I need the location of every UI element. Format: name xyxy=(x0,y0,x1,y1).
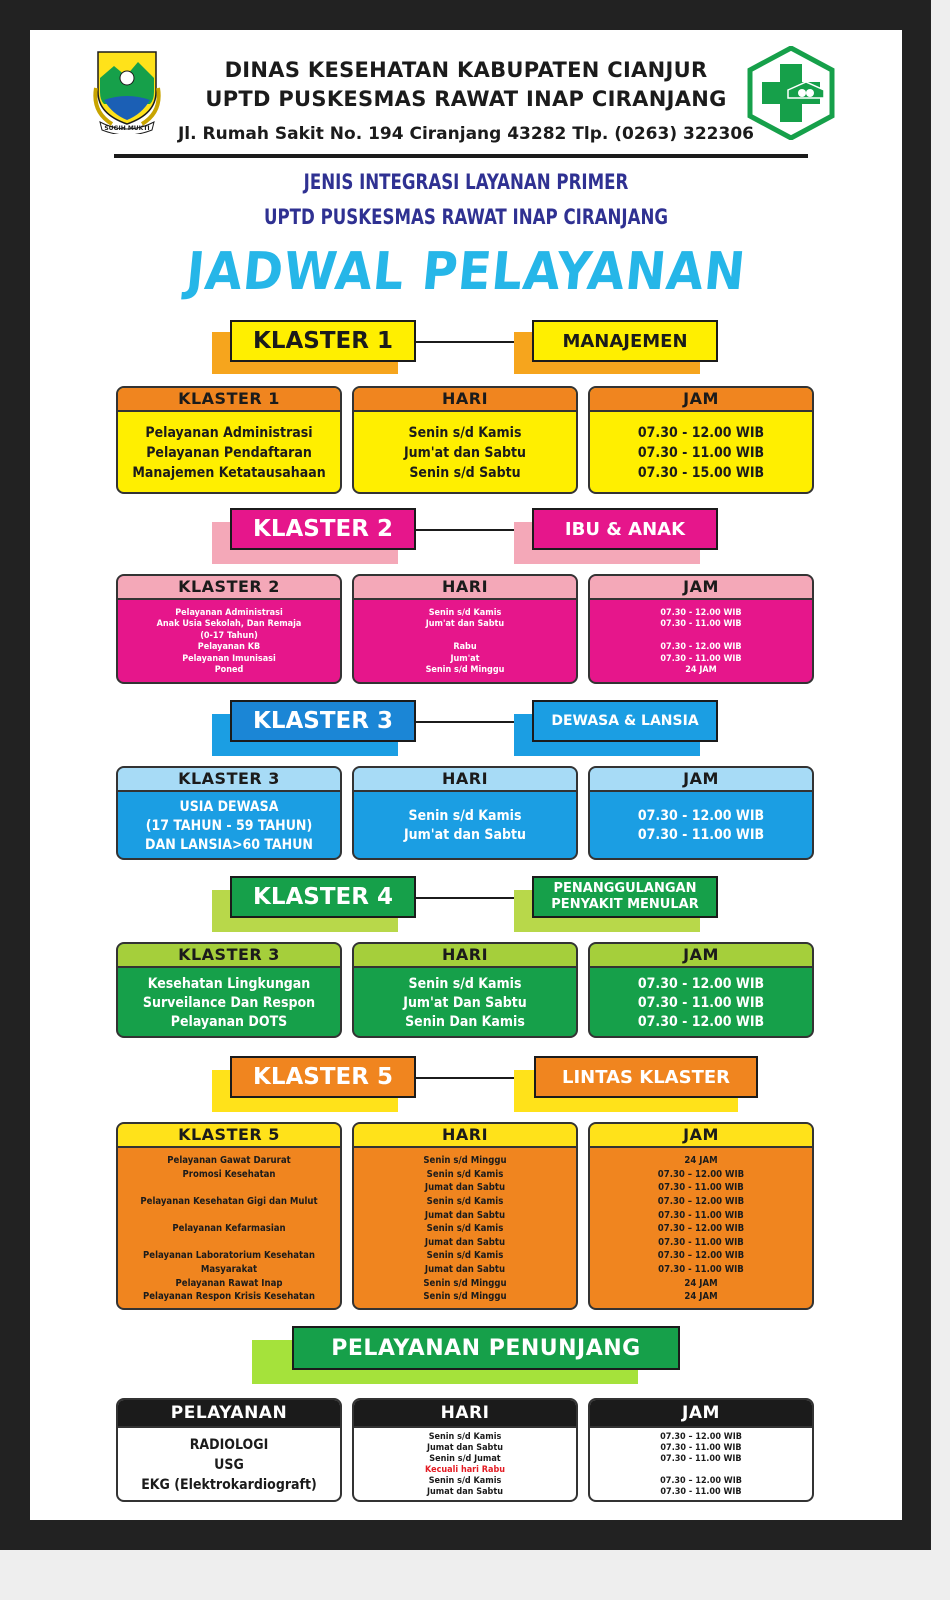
cluster-5-hour: 24 JAM xyxy=(684,1291,718,1303)
cluster-1-hour: 07.30 - 12.00 WIB xyxy=(637,425,765,441)
cluster-1-services xyxy=(118,412,340,494)
cluster-3-day: Senin s/d Kamis xyxy=(408,808,522,824)
cluster-1-day: Senin s/d Sabtu xyxy=(409,465,521,481)
cluster-5-day: Senin s/d Kamis xyxy=(426,1223,504,1235)
cluster-1-day: Jum'at dan Sabtu xyxy=(404,445,526,461)
cluster-3-label: KLASTER 3 xyxy=(230,700,416,742)
cluster-2-service: Pelayanan Administrasi xyxy=(175,607,283,618)
penunjang-hour: 07.30 - 11.00 WIB xyxy=(660,1443,742,1453)
svg-text:SUGIH MUKTI: SUGIH MUKTI xyxy=(104,125,150,132)
cluster-3-services xyxy=(118,792,340,860)
cluster-1-col2-head: HARI xyxy=(354,388,576,412)
cluster-5-day: Senin s/d Minggu xyxy=(423,1291,507,1303)
penunjang-day: Senin s/d Kamis xyxy=(428,1476,502,1486)
cluster-2-services xyxy=(118,600,340,684)
cluster-4-days-column xyxy=(352,942,578,1038)
cluster-2-service: Poned xyxy=(214,665,244,675)
cluster-5-hour: 24 JAM xyxy=(684,1155,718,1167)
cluster-1-services-column xyxy=(116,386,342,494)
cluster-5-service: Masyarakat xyxy=(200,1263,258,1275)
cluster-2-day: Jum'at dan Sabtu xyxy=(425,619,505,629)
cluster-2-hours xyxy=(590,600,812,684)
cluster-3-days-column xyxy=(352,766,578,860)
cluster-4-tag xyxy=(532,876,718,918)
cluster-4-service: Surveilance Dan Respon xyxy=(142,994,316,1011)
cluster-2-hour: 07.30 - 11.00 WIB xyxy=(660,619,742,629)
penunjang-hours-column xyxy=(588,1398,814,1502)
cluster-2-hour: 24 JAM xyxy=(685,665,717,675)
cluster-2-day: Rabu xyxy=(453,642,477,652)
cluster-1-day: Senin s/d Kamis xyxy=(408,425,522,441)
cluster-4-col3-head: JAM xyxy=(590,944,812,968)
cluster-3-hour: 07.30 - 12.00 WIB xyxy=(637,808,765,824)
cluster-5-service: Promosi Kesehatan xyxy=(182,1168,276,1180)
penunjang-day: Senin s/d Jumat xyxy=(429,1454,501,1464)
org-name-line1: DINAS KESEHATAN KABUPATEN CIANJUR xyxy=(224,58,708,82)
cluster-1-service: Pelayanan Administrasi xyxy=(145,425,313,441)
penunjang-day: Senin s/d Kamis xyxy=(428,1432,502,1442)
penunjang-hours xyxy=(590,1428,812,1502)
penunjang-days-column xyxy=(352,1398,578,1502)
penunjang-services xyxy=(118,1428,340,1502)
cluster-5-services xyxy=(118,1148,340,1310)
penunjang-services-column xyxy=(116,1398,342,1502)
cluster-3-hour: 07.30 - 11.00 WIB xyxy=(637,827,765,843)
header-divider xyxy=(114,154,808,158)
cluster-1-tag: MANAJEMEN xyxy=(532,320,718,362)
cluster-1-service: Pelayanan Pendaftaran xyxy=(146,445,312,461)
cluster-5-hour: 07.30 - 11.00 WIB xyxy=(658,1182,744,1194)
cluster-3-services-column xyxy=(116,766,342,860)
cluster-5-day: Jumat dan Sabtu xyxy=(424,1263,506,1275)
cluster-5-service: Pelayanan Respon Krisis Kesehatan xyxy=(142,1291,315,1303)
cluster-3-hours-column xyxy=(588,766,814,860)
cluster-2-services-column xyxy=(116,574,342,684)
cluster-5-hour: 07.30 - 11.00 WIB xyxy=(658,1236,744,1248)
cluster-2-day: Senin s/d Kamis xyxy=(428,607,502,618)
cluster-3-col1-head: KLASTER 3 xyxy=(118,768,340,792)
cluster-2-hour: 07.30 - 11.00 WIB xyxy=(660,653,742,664)
cluster-5-day: Senin s/d Minggu xyxy=(423,1155,507,1167)
cluster-3-col2-head: HARI xyxy=(354,768,576,792)
cluster-4-day: Senin Dan Kamis xyxy=(405,1013,525,1030)
cluster-2-tag: IBU & ANAK xyxy=(532,508,718,550)
cluster-5-day: Senin s/d Kamis xyxy=(426,1196,504,1208)
cluster-2-label: KLASTER 2 xyxy=(230,508,416,550)
cluster-4-tag-line2: PENYAKIT MENULAR xyxy=(551,897,699,912)
cluster-5-col2-head: HARI xyxy=(354,1124,576,1148)
cluster-5-hour: 07.30 – 12.00 WIB xyxy=(657,1223,745,1235)
cluster-4-days xyxy=(354,968,576,1038)
cluster-5-service: Pelayanan Kesehatan Gigi dan Mulut xyxy=(140,1196,318,1208)
penunjang-hour: 07.30 - 11.00 WIB xyxy=(660,1454,742,1464)
cluster-5-hour: 07.30 - 11.00 WIB xyxy=(658,1263,744,1275)
cluster-5-service: Pelayanan Laboratorium Kesehatan xyxy=(143,1250,315,1262)
cluster-1-col1-head: KLASTER 1 xyxy=(118,388,340,412)
cluster-2-days-column xyxy=(352,574,578,684)
cluster-5-label: KLASTER 5 xyxy=(230,1056,416,1098)
cluster-5-col1-head: KLASTER 5 xyxy=(118,1124,340,1148)
cluster-2-day: Jum'at xyxy=(450,653,480,664)
subtitle-line2: UPTD PUSKESMAS RAWAT INAP CIRANJANG xyxy=(263,205,669,229)
cluster-5-service: Pelayanan Kefarmasian xyxy=(172,1223,286,1235)
penunjang-day-exception: Kecuali hari Rabu xyxy=(424,1465,506,1475)
cluster-2-col1-head: KLASTER 2 xyxy=(118,576,340,600)
cluster-5-service: Pelayanan Gawat Darurat xyxy=(167,1155,291,1167)
cluster-3-tag: DEWASA & LANSIA xyxy=(532,700,718,742)
cluster-1-col3-head: JAM xyxy=(590,388,812,412)
cluster-1-service: Manajemen Ketatausahaan xyxy=(132,465,326,481)
org-address: Jl. Rumah Sakit No. 194 Ciranjang 43282 Tlp. (0263) 322306 xyxy=(177,124,755,144)
penunjang-hour: 07.30 - 11.00 WIB xyxy=(660,1487,742,1497)
cluster-4-label: KLASTER 4 xyxy=(230,876,416,918)
cluster-4-hours xyxy=(590,968,812,1038)
penunjang-day: Jumat dan Sabtu xyxy=(427,1487,503,1497)
cluster-4-col1-head: KLASTER 3 xyxy=(118,944,340,968)
cluster-3-service: (17 TAHUN - 59 TAHUN) xyxy=(145,817,313,834)
cluster-4-hour: 07.30 - 12.00 WIB xyxy=(637,1013,765,1030)
cluster-3-service: DAN LANSIA>60 TAHUN xyxy=(145,836,313,853)
cluster-4-services-column xyxy=(116,942,342,1038)
cluster-2-hour: 07.30 - 12.00 WIB xyxy=(660,642,742,652)
cluster-2-day: Senin s/d Minggu xyxy=(425,665,505,675)
poster xyxy=(30,30,902,1520)
cluster-2-service: (0-17 Tahun) xyxy=(200,630,258,641)
cluster-1-days-column xyxy=(352,386,578,494)
cluster-5-days-column xyxy=(352,1122,578,1310)
cluster-3-day: Jum'at dan Sabtu xyxy=(404,827,526,843)
cluster-4-hour: 07.30 - 11.00 WIB xyxy=(637,994,765,1011)
cluster-1-hours xyxy=(590,412,812,494)
cluster-1-days xyxy=(354,412,576,494)
cluster-2-hours-column xyxy=(588,574,814,684)
cluster-5-hours-column xyxy=(588,1122,814,1310)
cluster-5-hour: 24 JAM xyxy=(684,1277,718,1289)
cluster-4-col2-head: HARI xyxy=(354,944,576,968)
cluster-5-service: Pelayanan Rawat Inap xyxy=(175,1277,283,1289)
penunjang-col2-head: HARI xyxy=(354,1400,576,1428)
cluster-5-days xyxy=(354,1148,576,1310)
cluster-4-hour: 07.30 - 12.00 WIB xyxy=(637,975,765,992)
cluster-2-hour: 07.30 - 12.00 WIB xyxy=(660,607,742,618)
cluster-4-service: Kesehatan Lingkungan xyxy=(147,975,311,992)
cluster-5-day: Senin s/d Minggu xyxy=(423,1277,507,1289)
cluster-5-col3-head: JAM xyxy=(590,1124,812,1148)
penunjang-title: PELAYANAN PENUNJANG xyxy=(292,1326,680,1370)
cluster-4-hours-column xyxy=(588,942,814,1038)
penunjang-col3-head: JAM xyxy=(590,1400,812,1428)
cluster-2-service: Pelayanan KB xyxy=(197,642,261,652)
cluster-2-col3-head: JAM xyxy=(590,576,812,600)
cluster-2-days xyxy=(354,600,576,684)
penunjang-hour: 07.30 – 12.00 WIB xyxy=(660,1432,742,1442)
cluster-5-hours xyxy=(590,1148,812,1310)
cluster-2-service: Pelayanan Imunisasi xyxy=(182,653,276,664)
org-name-line2: UPTD PUSKESMAS RAWAT INAP CIRANJANG xyxy=(205,87,727,111)
penunjang-service: RADIOLOGI xyxy=(189,1437,269,1453)
cluster-3-hours xyxy=(590,792,812,860)
cluster-2-col2-head: HARI xyxy=(354,576,576,600)
cluster-5-hour: 07.30 - 11.00 WIB xyxy=(658,1209,744,1221)
cluster-3-col3-head: JAM xyxy=(590,768,812,792)
cluster-1-hours-column xyxy=(588,386,814,494)
cluster-4-services xyxy=(118,968,340,1038)
penunjang-col1-head: PELAYANAN xyxy=(118,1400,340,1428)
cluster-5-day: Senin s/d Kamis xyxy=(426,1250,504,1262)
cluster-1-hour: 07.30 - 15.00 WIB xyxy=(637,465,765,481)
cluster-3-service: USIA DEWASA xyxy=(179,798,279,815)
cluster-5-day: Jumat dan Sabtu xyxy=(424,1209,506,1221)
cluster-2-service: Anak Usia Sekolah, Dan Remaja xyxy=(156,619,302,629)
cluster-4-service: Pelayanan DOTS xyxy=(170,1013,288,1030)
cluster-5-services-column xyxy=(116,1122,342,1310)
cluster-5-day: Jumat dan Sabtu xyxy=(424,1236,506,1248)
cluster-5-tag: LINTAS KLASTER xyxy=(534,1056,758,1098)
cluster-5-hour: 07.30 – 12.00 WIB xyxy=(657,1196,745,1208)
cluster-4-tag-line1: PENANGGULANGAN xyxy=(553,881,697,896)
cluster-5-hour: 07.30 – 12.00 WIB xyxy=(657,1168,745,1180)
cluster-4-day: Jum'at Dan Sabtu xyxy=(403,994,527,1011)
cluster-5-day: Jumat dan Sabtu xyxy=(424,1182,506,1194)
cluster-5-hour: 07.30 – 12.00 WIB xyxy=(657,1250,745,1262)
cluster-4-day: Senin s/d Kamis xyxy=(408,975,522,992)
penunjang-day: Jumat dan Sabtu xyxy=(427,1443,503,1453)
penunjang-service: USG xyxy=(214,1457,244,1473)
cluster-1-label: KLASTER 1 xyxy=(230,320,416,362)
cluster-1-hour: 07.30 - 11.00 WIB xyxy=(637,445,765,461)
page-title: JADWAL PELAYANAN xyxy=(183,242,749,302)
subtitle-line1: JENIS INTEGRASI LAYANAN PRIMER xyxy=(303,170,629,194)
penunjang-days xyxy=(354,1428,576,1502)
penunjang-service: EKG (Elektrokardiograft) xyxy=(141,1477,317,1493)
penunjang-hour: 07.30 – 12.00 WIB xyxy=(660,1476,742,1486)
cluster-5-day: Senin s/d Kamis xyxy=(426,1168,504,1180)
cluster-3-days xyxy=(354,792,576,860)
